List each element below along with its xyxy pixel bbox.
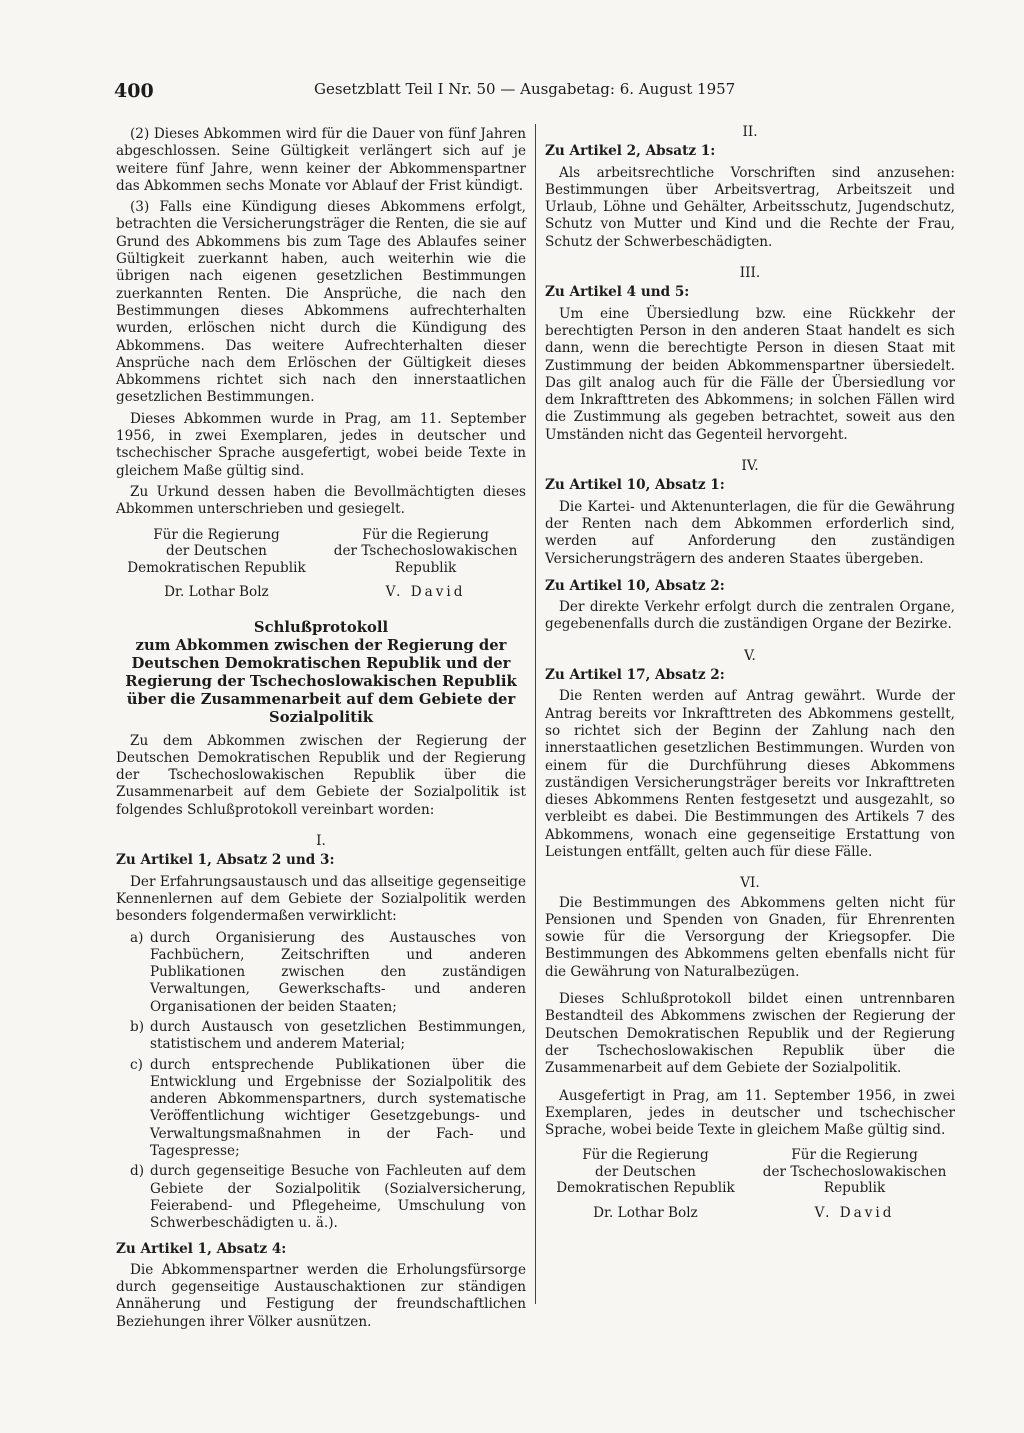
- protocol-title-sub: zum Abkommen zwischen der Regierung der Deutschen Demokratischen Republik und der Regierung der Tschechoslowakischen Republik über die Zusammenarbeit auf dem Gebiete der Sozialpolitik: [125, 636, 517, 726]
- signature-csr: [754, 1147, 955, 1221]
- signatory-name: Dr. Lothar Bolz: [164, 584, 269, 601]
- signature-line: Für die Regierung: [791, 1147, 918, 1164]
- section-text: Die Abkommenspartner werden die Erholungsfürsorge durch gegenseitige Austauschaktionen zur ständigen Annäherung und Festigung der freundschaftlichen Beziehungen ihrer Völker ausnützen.: [116, 1261, 526, 1330]
- section-numeral: VI.: [740, 875, 760, 892]
- section-text: Die Kartei- und Aktenunterlagen, die für die Gewährung der Renten nach dem Abkommen erforderlich sind, werden auf Anforderung den zuständigen Versicherungsträgern des anderen Staates übergeben.: [545, 498, 955, 567]
- paragraph-witness: Zu Urkund dessen haben die Bevollmächtigten dieses Abkommen unterschrieben und gesiegelt.: [116, 483, 526, 518]
- signature-line: Republik: [823, 1180, 886, 1197]
- signature-block: [545, 1147, 955, 1221]
- signature-line: der Deutschen: [166, 543, 267, 560]
- section-text: Die Bestimmungen des Abkommens gelten nicht für Pensionen und Spenden von Gnaden, für Ehrenrenten sowie für die Versorgung der Kriegsopfer. Die Bestimmungen des Abkommens gelten ebenfalls nicht für die Gewährung von Naturalbezügen.: [545, 894, 955, 980]
- signature-line: Für die Regierung: [582, 1147, 709, 1164]
- signature-line: Demokratischen Republik: [127, 559, 306, 576]
- list-item: c) durch entsprechende Publikationen über die Entwicklung und Ergebnisse der Sozialpolitik des anderen Abkommenspartners, durch systematische Veröffentlichung wichtiger Gesetzgebungs- und Verwaltungsmaßnahmen in der Fach- und Tagespresse;: [130, 1056, 526, 1160]
- signatory-name: Dr. Lothar Bolz: [593, 1204, 698, 1221]
- column-divider: [535, 124, 536, 1304]
- signature-csr: [325, 527, 526, 601]
- signature-line: der Deutschen: [595, 1163, 696, 1180]
- signature-line: Für die Regierung: [153, 526, 280, 543]
- section-text: Der Erfahrungsaustausch und das allseitige gegenseitige Kennenlernen auf dem Gebiete der Sozialpolitik werden besonders folgendermaßen verwirklicht:: [116, 873, 526, 925]
- section-heading: Zu Artikel 10, Absatz 1:: [545, 477, 725, 494]
- section-heading: Zu Artikel 1, Absatz 2 und 3:: [116, 852, 335, 869]
- signature-block: [116, 527, 526, 601]
- paragraph-2: (2) Dieses Abkommen wird für die Dauer von fünf Jahren abgeschlossen. Seine Gültigkeit verlängert sich auf je weitere fünf Jahre, wenn keiner der Abkommenspartner das Abkommen sechs Monate vor Ablauf der Frist kündigt.: [116, 126, 526, 194]
- left-column: [116, 126, 526, 1335]
- list-item: d) durch gegenseitige Besuche von Fachleuten auf dem Gebiete der Sozialpolitik (Sozialversicherung, Feierabend- und Pflegeheime, Umschulung von Schwerbeschädigten u. ä.).: [130, 1163, 526, 1232]
- protocol-title-main: Schlußprotokoll: [253, 618, 389, 636]
- protocol-intro: Zu dem Abkommen zwischen der Regierung der Deutschen Demokratischen Republik und der Regierung der Tschechoslowakischen Republik über die Zusammenarbeit auf dem Gebiete der Sozialpolitik ist folgendes Schlußprotokoll vereinbart worden:: [116, 732, 526, 818]
- section-heading: Zu Artikel 17, Absatz 2:: [545, 667, 725, 684]
- paragraph-3: (3) Falls eine Kündigung dieses Abkommens erfolgt, betrachten die Versicherungsträger die Renten, die sie auf Grund des Abkommens bis zum Tage des Ablaufes seiner Gültigkeit zuerkannt haben, auch weiterhin wie die übrigen nach eigenen gesetzlichen Bestimmungen zuerkannten Renten. Die Ansprüche, die nach den Bestimmungen dieses Abkommens aufrechterhalten wurden, erlöschen nicht durch die Kündigung des Abkommens. Das weitere Aufrechterhalten dieser Ansprüche nach dem Erlöschen der Gültigkeit dieses Abkommens richtet sich nach den innerstaatlichen gesetzlichen Bestimmungen.: [116, 199, 526, 406]
- section-heading: Zu Artikel 4 und 5:: [545, 284, 690, 301]
- closing-paragraph: Dieses Schlußprotokoll bildet einen untrennbaren Bestandteil des Abkommens zwischen der Regierung der Deutschen Demokratischen Republik und der Regierung der Tschechoslowakischen Republik über die Zusammenarbeit auf dem Gebiete der Sozialpolitik.: [545, 991, 955, 1077]
- signature-gdr: [116, 527, 317, 601]
- signature-line: Republik: [394, 559, 457, 576]
- measures-list: [130, 930, 526, 1233]
- paragraph-done-at: Dieses Abkommen wurde in Prag, am 11. September 1956, in zwei Exemplaren, jedes in deutscher und tschechischer Sprache ausgefertigt, wobei beide Texte in gleichem Maße gültig sind.: [116, 410, 526, 479]
- section-text: Die Renten werden auf Antrag gewährt. Wurde der Antrag bereits vor Inkrafttreten des Abkommens gestellt, so richtet sich der Beginn der Zahlung nach den innerstaatlichen gesetzlichen Bestimmungen. Wurden von einem für die Durchführung dieses Abkommens zuständigen Versicherungsträger bereits vor Inkrafttreten dieses Abkommens Renten festgesetzt und ausgezahlt, so verbleibt es dabei. Die Bestimmungen des Artikels 7 des Abkommens, wonach eine gegenseitige Erstattung von Leistungen entfällt, gelten auch für diese Fälle.: [545, 688, 955, 860]
- section-numeral: II.: [742, 124, 758, 140]
- signature-line: Für die Regierung: [362, 526, 489, 543]
- section-numeral: III.: [739, 265, 761, 282]
- section-text: Der direkte Verkehr erfolgt durch die zentralen Organe, gegebenenfalls durch die zuständigen Organe der Bezirke.: [545, 599, 955, 633]
- signature-line: Demokratischen Republik: [556, 1180, 735, 1197]
- section-text: Als arbeitsrechtliche Vorschriften sind anzusehen: Bestimmungen über Arbeitsvertrag, Arbeitszeit und Urlaub, Löhne und Gehälter, Arbeitsschutz, Jugendschutz, Schutz von Mutter und Kind und die Rechte der Frau, Schutz der Schwerbeschädigten.: [545, 164, 955, 250]
- section-heading: Zu Artikel 10, Absatz 2:: [545, 577, 725, 594]
- signatory-name: V. David: [385, 584, 466, 601]
- section-numeral: V.: [744, 647, 756, 664]
- section-numeral: I.: [316, 833, 326, 850]
- right-column: [545, 126, 955, 1221]
- protocol-title: [116, 619, 526, 727]
- list-item: a) durch Organisierung des Austausches von Fachbüchern, Zeitschriften und anderen Publikationen zwischen den zuständigen Verwaltungen, Gewerkschafts- und anderen Organisationen der beiden Staaten;: [130, 929, 526, 1015]
- section-heading: Zu Artikel 2, Absatz 1:: [545, 143, 716, 160]
- signatory-name: V. David: [814, 1204, 895, 1221]
- signature-line: der Tschechoslowakischen: [333, 543, 518, 560]
- page-number: 400: [114, 80, 154, 102]
- running-header: Gesetzblatt Teil I Nr. 50 — Ausgabetag: 6. August 1957: [314, 80, 736, 98]
- signature-line: der Tschechoslowakischen: [762, 1163, 947, 1180]
- section-numeral: IV.: [741, 458, 759, 475]
- list-item: b) durch Austausch von gesetzlichen Bestimmungen, statistischem und anderem Material;: [130, 1018, 526, 1053]
- closing-paragraph: Ausgefertigt in Prag, am 11. September 1956, in zwei Exemplaren, jedes in deutscher und tschechischer Sprache, wobei beide Texte in gleichem Maße gültig sind.: [545, 1087, 955, 1139]
- section-text: Um eine Übersiedlung bzw. eine Rückkehr der berechtigten Person in den anderen Staat handelt es sich dann, wenn die berechtigte Person in diesen Staat mit Zustimmung der beiden Abkommenspartner übersiedelt. Das gilt analog auch für die Fälle der Übersiedlung vor dem Inkrafttreten des Abkommens; in solchen Fällen wird die Zustimmung als gegeben betrachtet, soweit aus den Umständen nicht das Gegenteil hervorgeht.: [545, 305, 955, 443]
- section-heading: Zu Artikel 1, Absatz 4:: [116, 1240, 287, 1257]
- signature-gdr: [545, 1147, 746, 1221]
